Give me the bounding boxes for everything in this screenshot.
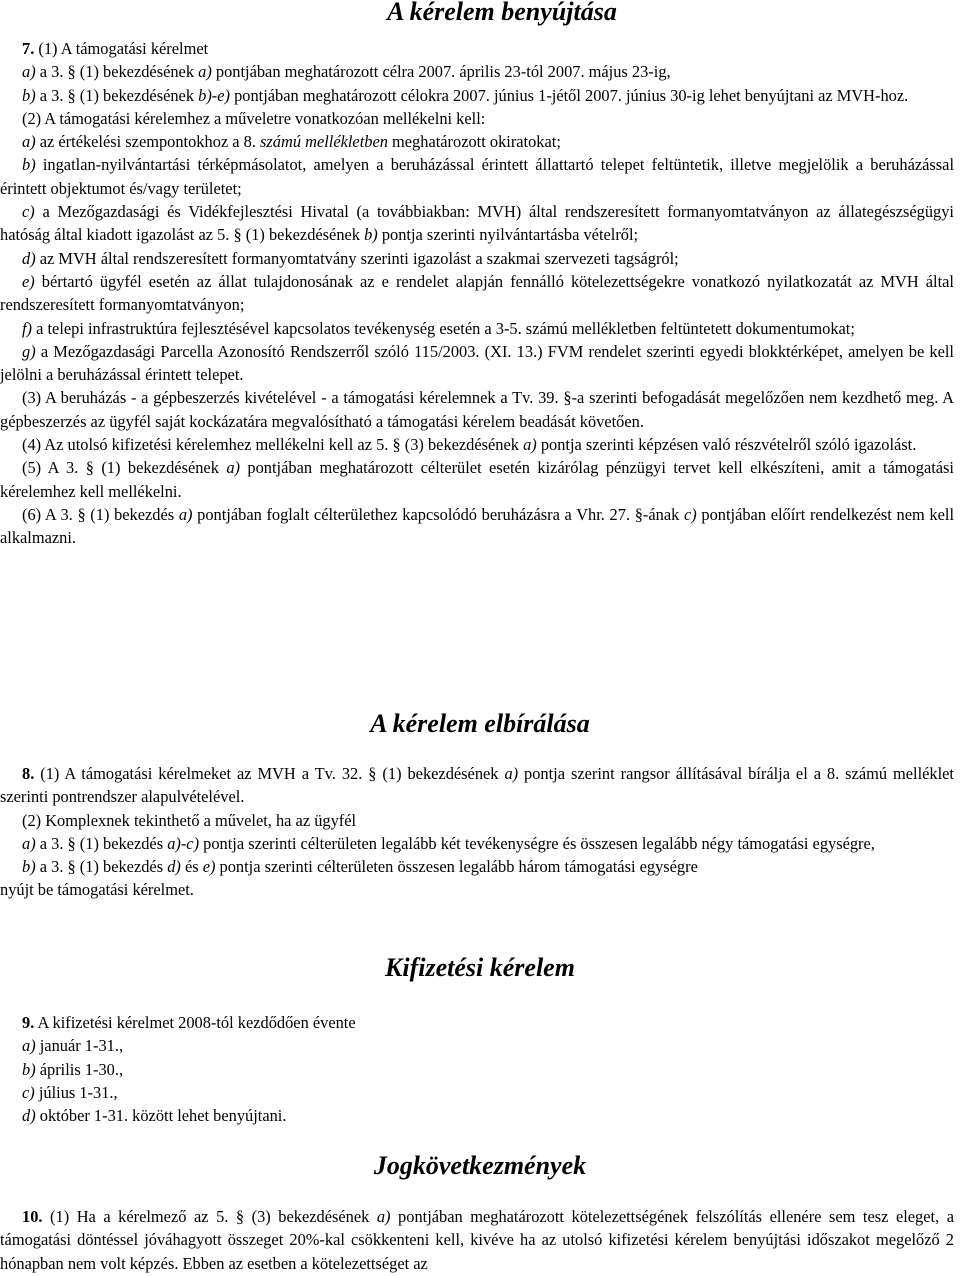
section-10 (0, 1205, 954, 1275)
paragraph: (6) A 3. § (1) bekezdés a) pontjában foglalt célterülethez kapcsolódó beruházásra a Vhr. 27. §-ának c) pontjában előírt rendelkezést nem kell alkalmazni. (0, 504, 954, 548)
section-number: 8. (22, 764, 35, 783)
list-item: e) bértartó ügyfél esetén az állat tulajdonosának az e rendelet alapján fennálló kötelezettségekre vonatkozó nyilatkozatát az MVH által rendszeresített formanyomtatványon; (0, 271, 954, 315)
section-number: 9. (22, 1013, 35, 1032)
list-item: d) október 1-31. között lehet benyújtani. (22, 1106, 287, 1126)
paragraph: (5) A 3. § (1) bekezdésének a) pontjában meghatározott célterület esetén kizárólag pénzügyi tervet kell elkészíteni, amit a támogatási kérelemhez kell mellékelni. (0, 458, 954, 501)
list-item: a) a 3. § (1) bekezdés a)-c) pontja szerinti célterületen legalább két tevékenységre és összesen legalább négy támogatási egységre, (22, 833, 875, 853)
paragraph: 10. (1) Ha a kérelmező az 5. § (3) bekezdésének a) pontjában meghatározott kötelezettségének felszólítás ellenére sem tesz eleget, a támogatási döntéssel jóváhagyott összeget 20%-kal csökkenteni kell, kivéve ha az utolsó kifizetési kérelem benyújtási időszakot megelőző 2 hónapban nem volt képzés. Ebben az esetben a kötelezettséget az (0, 1207, 954, 1273)
list-item: b) április 1-30., (22, 1059, 124, 1079)
list-item: f) a telepi infrastruktúra fejlesztésével kapcsolatos tevékenység esetén a 3-5. számú mellékletben feltüntetett dokumentumokat; (22, 318, 855, 338)
section-number: 7. (22, 39, 35, 58)
list-item: g) a Mezőgazdasági Parcella Azonosító Rendszerről szóló 115/2003. (XI. 13.) FVM rendelet szerinti egyedi blokktérképet, amelyen be kell jelölni a beruházással érintett telepet. (0, 341, 954, 385)
list-item: a) január 1-31., (22, 1036, 124, 1056)
heading-payment: Kifizetési kérelem (385, 953, 575, 982)
section-7 (0, 37, 954, 550)
section-number: 10. (22, 1207, 43, 1226)
heading-evaluation: A kérelem elbírálása (370, 709, 590, 738)
list-item: b) a 3. § (1) bekezdésének b)-e) pontjában meghatározott célokra 2007. június 1-jétől 2007. június 30-ig lehet benyújtani az MVH-hoz. (22, 85, 909, 105)
paragraph: 8. (1) A támogatási kérelmeket az MVH a Tv. 32. § (1) bekezdésének a) pontja szerint rangsor állításával bírálja el a 8. számú melléklet szerinti pontrendszer alapulvételével. (0, 764, 954, 807)
list-item: d) az MVH által rendszeresített formanyomtatvány szerinti igazolást a szakmai szervezeti tagságról; (22, 248, 679, 268)
section-7-intro: 7. (1) A támogatási kérelmet (22, 39, 209, 58)
list-item: b) a 3. § (1) bekezdés d) és e) pontja szerinti célterületen összesen legalább három támogatási egységre (22, 857, 698, 877)
list-item: a) az értékelési szempontokhoz a 8. számú mellékletben meghatározott okiratokat; (22, 132, 561, 152)
list-item: c) július 1-31., (22, 1082, 118, 1102)
heading-consequences: Jogkövetkezmények (373, 1151, 587, 1180)
paragraph: (2) A támogatási kérelemhez a műveletre vonatkozóan mellékelni kell: (22, 108, 486, 128)
list-item: a) a 3. § (1) bekezdésének a) pontjában meghatározott célra 2007. április 23-tól 2007. május 23-ig, (22, 62, 671, 82)
paragraph: (3) A beruházás - a gépbeszerzés kivételével - a támogatási kérelemnek a Tv. 39. §-a szerinti befogadását megelőzően nem kezdhető meg. A gépbeszerzés az ügyfél saját kockázatára megvalósítható a támogatási kérelem beadását követően. (0, 388, 954, 431)
paragraph: nyújt be támogatási kérelmet. (0, 880, 194, 900)
list-item: b) ingatlan-nyilvántartási térképmásolatot, amelyen a beruházással érintett állattartó telepet feltüntetik, illetve megjelölik a beruházással érintett objektumot és/vagy területet; (0, 155, 954, 198)
paragraph: 9. A kifizetési kérelmet 2008-tól kezdődően évente (22, 1013, 356, 1032)
section-8 (0, 762, 954, 902)
heading-submission: A kérelem benyújtása (387, 0, 617, 26)
list-item: c) a Mezőgazdasági és Vidékfejlesztési Hivatal (a továbbiakban: MVH) által rendszeresített formanyomtatványon az állategészségügyi hatóság által kiadott igazolást az 5. § (1) bekezdésének b) pontja szerinti nyilvántartásba vételről; (0, 202, 954, 245)
paragraph: (4) Az utolsó kifizetési kérelemhez mellékelni kell az 5. § (3) bekezdésének a) pontja szerinti képzésen való részvételről szóló igazolást. (22, 435, 917, 455)
paragraph: (2) Komplexnek tekinthető a művelet, ha az ügyfél (22, 810, 357, 830)
section-9 (0, 1011, 954, 1127)
